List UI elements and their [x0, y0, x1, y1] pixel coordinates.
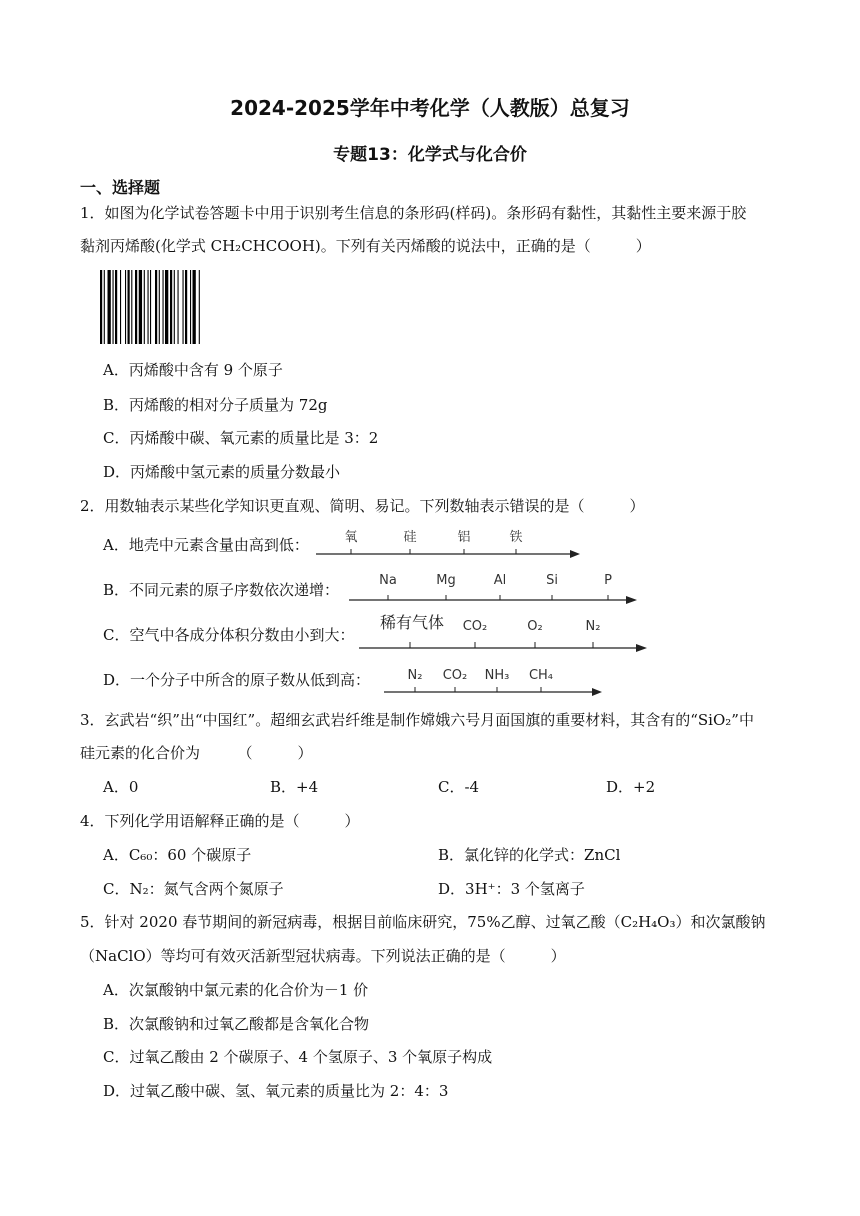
barcode-bar [190, 270, 191, 344]
barcode-bar [104, 270, 105, 344]
q4-stem: 4．下列化学用语解释正确的是（ ） [80, 812, 360, 830]
q2-option-c: C．空气中各成分体积分数由小到大： [103, 626, 355, 644]
q4-option-d: D．3H⁺：3 个氢离子 [438, 880, 585, 898]
axis-c-label-3: O₂ [527, 619, 543, 634]
barcode-bar [178, 270, 179, 344]
axis-d-label-2: CO₂ [442, 668, 468, 683]
axis-d-label-3: NH₃ [484, 668, 510, 683]
axis-b-label-4: Si [546, 573, 558, 588]
q2-stem: 2．用数轴表示某些化学知识更直观、简明、易记。下列数轴表示错误的是（ ） [80, 497, 645, 515]
q3-stem-line1: 3．玄武岩“织”出“中国红”。超细玄武岩纤维是制作嫦娥六号月面国旗的重要材料，其含有的“SiO₂”中 [80, 711, 754, 729]
barcode-bar [108, 270, 111, 344]
barcode-bar [148, 270, 149, 344]
q5-option-d: D．过氧乙酸中碳、氢、氧元素的质量比为 2：4：3 [103, 1082, 449, 1100]
barcode-bar [185, 270, 187, 344]
barcode-bar [144, 270, 145, 344]
axis-a-label-3: 铝 [457, 530, 471, 545]
axis-c-label-2: CO₂ [462, 619, 488, 634]
q1-option-b: B．丙烯酸的相对分子质量为 72g [103, 396, 328, 414]
barcode-bar [139, 270, 142, 344]
barcode-bar [183, 270, 184, 344]
q4-option-b: B．氯化锌的化学式：ZnCl [438, 846, 621, 864]
q3-option-c: C．-4 [438, 778, 480, 796]
q3-option-b: B．+4 [270, 778, 319, 796]
barcode-bar [125, 270, 126, 344]
barcode-bar [113, 270, 114, 344]
q1-stem-line1: 1．如图为化学试卷答题卡中用于识别考生信息的条形码(样码)。条形码有黏性，其黏性主要来源于胶 [80, 204, 747, 222]
q5-stem-line2: （NaClO）等均可有效灭活新型冠状病毒。下列说法正确的是（ ） [80, 947, 566, 965]
axis-b-label-5: P [604, 573, 612, 588]
axis-b-label-3: Al [493, 573, 507, 588]
barcode-bar [170, 270, 172, 344]
axis-c-label-1: 稀有气体 [379, 613, 445, 632]
axis-c [355, 606, 651, 656]
barcode-bar [163, 270, 164, 344]
barcode-bar [199, 270, 200, 344]
barcode-bar [120, 270, 121, 344]
q5-stem-line1: 5．针对 2020 春节期间的新冠病毒，根据目前临床研究，75%乙醇、过氧乙酸（C₂H₄O₃）和次氯酸钠 [80, 913, 766, 931]
barcode-bar [159, 270, 160, 344]
barcode-bar [193, 270, 196, 344]
axis-d-label-4: CH₄ [528, 668, 554, 683]
q3-option-a: A．0 [103, 778, 139, 796]
page-subtitle: 专题13：化学式与化合价 [333, 145, 527, 165]
axis-a-label-4: 铁 [509, 530, 523, 545]
q1-option-c: C．丙烯酸中碳、氧元素的质量比是 3：2 [103, 429, 379, 447]
barcode-image [100, 270, 232, 344]
axis-b-label-1: Na [379, 573, 397, 588]
axis-b-label-2: Mg [436, 573, 456, 588]
q2-option-a: A．地壳中元素含量由高到低： [103, 536, 309, 554]
barcode-bar [131, 270, 132, 344]
axis-d [380, 660, 606, 700]
barcode-bar [128, 270, 130, 344]
barcode-bar [165, 270, 168, 344]
q2-option-d: D．一个分子中所含的原子数从低到高： [103, 671, 371, 689]
page-title: 2024-2025学年中考化学（人教版）总复习 [230, 96, 630, 120]
q1-option-d: D．丙烯酸中氢元素的质量分数最小 [103, 463, 341, 481]
q3-option-d: D．+2 [606, 778, 656, 796]
q5-option-b: B．次氯酸钠和过氧乙酸都是含氧化合物 [103, 1015, 370, 1033]
q4-option-a: A．C₆₀：60 个碳原子 [103, 846, 252, 864]
q5-option-a: A．次氯酸钠中氯元素的化合价为－1 价 [103, 981, 369, 999]
q1-option-a: A．丙烯酸中含有 9 个原子 [103, 361, 283, 379]
axis-a-label-1: 氧 [344, 530, 358, 545]
barcode-bar [135, 270, 137, 344]
axis-d-label-1: N₂ [407, 668, 423, 683]
section-heading: 一、选择题 [80, 178, 161, 197]
axis-a-label-2: 硅 [403, 530, 417, 545]
q4-option-c: C．N₂：氮气含两个氮原子 [103, 880, 284, 898]
barcode-bar [174, 270, 175, 344]
q5-option-c: C．过氧乙酸由 2 个碳原子、4 个氢原子、3 个氧原子构成 [103, 1048, 493, 1066]
axis-b [345, 564, 641, 608]
barcode-bar [150, 270, 151, 344]
q1-stem-line2: 黏剂丙烯酸(化学式 CH₂CHCOOH)。下列有关丙烯酸的说法中，正确的是（ ） [80, 237, 651, 255]
barcode-bar [115, 270, 117, 344]
barcode-bar [155, 270, 157, 344]
axis-c-label-4: N₂ [585, 619, 601, 634]
barcode-bar [100, 270, 102, 344]
q3-stem-line2: 硅元素的化合价为 （ ） [80, 744, 313, 762]
axis-a [310, 520, 590, 564]
q2-option-b: B．不同元素的原子序数依次递增： [103, 581, 340, 599]
